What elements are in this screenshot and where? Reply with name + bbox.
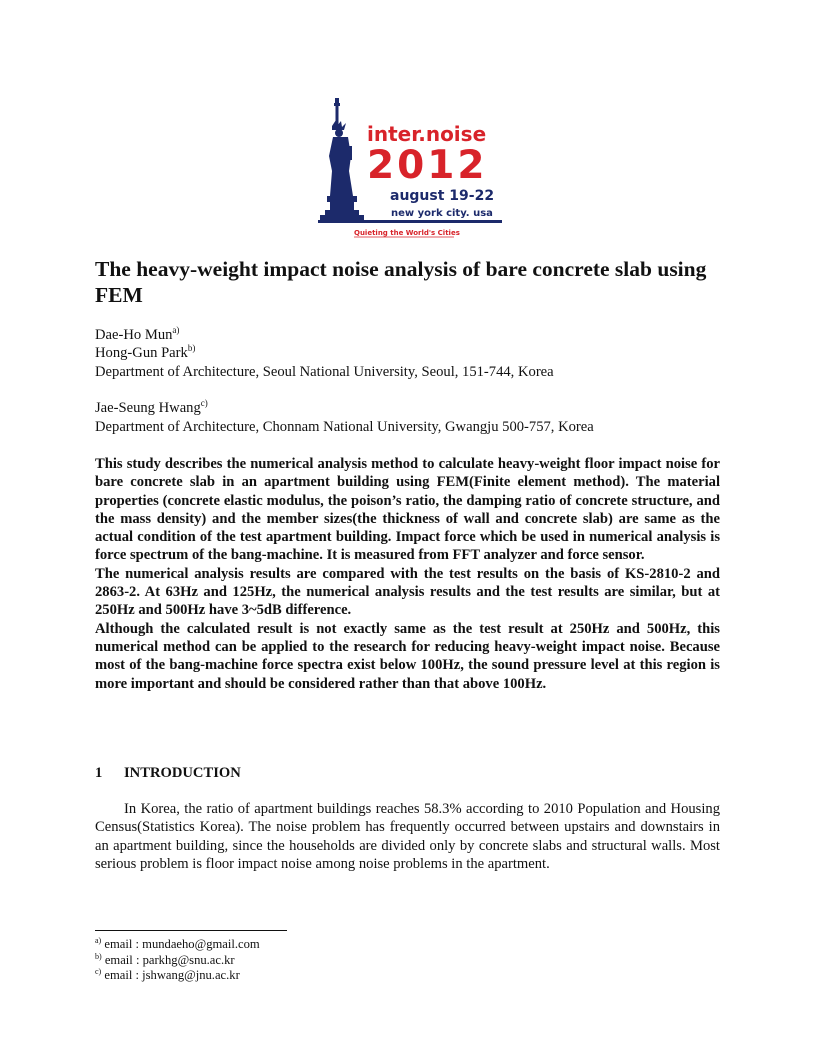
logo-line-1: inter.noise bbox=[367, 122, 487, 146]
logo-dates: august 19-22 bbox=[390, 188, 495, 204]
affiliation-1: Department of Architecture, Seoul National University, Seoul, 151-744, Korea bbox=[95, 363, 554, 380]
footnote-divider bbox=[95, 930, 287, 931]
paper-title: The heavy-weight impact noise analysis of bare concrete slab using FEM bbox=[95, 257, 707, 307]
abstract-paragraph-1: This study describes the numerical analysis method to calculate heavy-weight floor impact noise for bare concrete slab in an apartment building using FEM(Finite element method). The material properties (concrete elastic modulus, the poison’s ratio, the damping ratio of concrete structure, and the mass density) and the member sizes(the thickness of wall and concrete slab) are same as the actual condition of the test apartment building. Impact force which be used in numerical analysis is force spectrum of the bang-machine. It is measured from FFT analyzer and force sensor. bbox=[95, 456, 720, 564]
author-block bbox=[95, 326, 735, 436]
author-3: Jae-Seung Hwang$^{c)}$ bbox=[95, 398, 208, 417]
author-1: Dae-Ho Mun$^{a)}$ bbox=[95, 325, 180, 343]
logo-tagline: Quieting the World's Cities bbox=[354, 229, 460, 237]
introduction-paragraph: In Korea, the ratio of apartment buildings reaches 58.3% according to 2010 Population and Housing Census(Statistics Korea). The noise problem has frequently occurred between upstairs and downstairs in an apartment building, since the households are divided only by concrete slabs and structural walls. Most serious problem is floor impact noise among noise problems in the apartment. bbox=[95, 801, 720, 872]
logo-location: new york city. usa bbox=[391, 208, 493, 219]
statue-of-liberty-icon bbox=[320, 98, 364, 220]
section-heading bbox=[95, 764, 241, 782]
abstract bbox=[95, 455, 720, 693]
footnote-b: $^{b)}$ email : parkhg@snu.ac.kr bbox=[95, 951, 235, 967]
section-number: 1 bbox=[95, 765, 103, 781]
footnote-a: $^{a)}$ email : mundaeho@gmail.com bbox=[95, 936, 260, 951]
footnotes bbox=[95, 937, 260, 984]
conference-logo bbox=[318, 96, 502, 244]
affiliation-2: Department of Architecture, Chonnam National University, Gwangju 500-757, Korea bbox=[95, 418, 594, 435]
logo-year: 2012 bbox=[367, 143, 488, 188]
abstract-paragraph-2: The numerical analysis results are compared with the test results on the basis of KS-2810-2 and 2863-2. At 63Hz and 125Hz, the numerical analysis results and the test results are similar, but at 250Hz and 500Hz have 3~5dB difference. bbox=[95, 565, 720, 619]
footnote-c: $^{c)}$ email : jshwang@jnu.ac.kr bbox=[95, 967, 240, 983]
section-title: INTRODUCTION bbox=[124, 765, 241, 781]
author-2: Hong-Gun Park$^{b)}$ bbox=[95, 343, 196, 362]
abstract-paragraph-3: Although the calculated result is not exactly same as the test result at 250Hz and 500Hz, this numerical method can be applied to the research for reducing heavy-weight impact noise. Because most of the bang-machine force spectra exist below 100Hz, the sound pressure level at this region is more important and should be considered rather than that above 100Hz. bbox=[95, 620, 720, 692]
